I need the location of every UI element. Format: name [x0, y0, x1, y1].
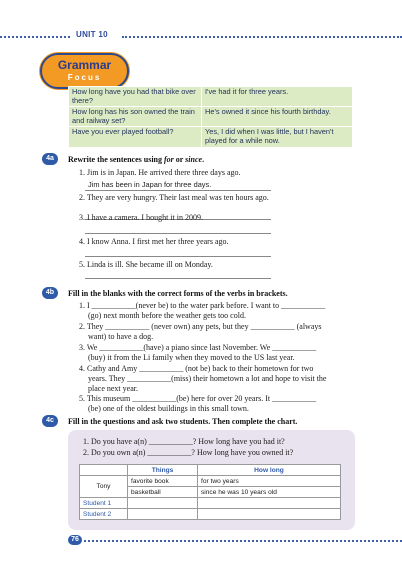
- section-4b-badge: 4b: [42, 287, 58, 299]
- row-label-tony: Tony: [80, 476, 128, 498]
- table-header-row: [80, 465, 341, 476]
- row-label-student-1: Student 1: [80, 498, 128, 509]
- table-row: [69, 107, 353, 127]
- table-cell: for two years: [198, 476, 341, 487]
- table-cell: Have you ever played football?: [69, 127, 202, 147]
- exercise-4b-line: 3. We ___________(have) a piano since last November. We ___________: [79, 343, 317, 352]
- survey-chart-table: [79, 464, 341, 520]
- table-row: [69, 127, 353, 147]
- table-cell: favorite book: [128, 476, 198, 487]
- table-cell: Yes, I did when I was little, but I haven't played for a while now.: [202, 127, 353, 147]
- table-corner-cell: [80, 465, 128, 476]
- exercise-4a-answer-1: Jim has been in Japan for three days.: [88, 180, 212, 189]
- unit-label: UNIT 10: [72, 30, 112, 39]
- exercise-4b-line: 1. I ___________(never be) to the water park before. I want to ___________: [79, 301, 326, 310]
- exercise-4b-line: 2. They ___________ (never own) any pets, but they ___________ (always: [79, 322, 322, 331]
- footer-dots: [84, 540, 402, 542]
- table-cell: basketball: [128, 487, 198, 498]
- survey-question-1: 1. Do you have a(n) ___________? How long have you had it?: [83, 437, 285, 446]
- table-cell: I've had it for three years.: [202, 87, 353, 107]
- answer-line[interactable]: [85, 233, 271, 234]
- table-cell: How long have you had that bike over there?: [69, 87, 202, 107]
- row-label-student-2: Student 2: [80, 509, 128, 520]
- page-number: 76: [68, 535, 82, 545]
- table-row: [80, 476, 341, 487]
- header-dots-right: [122, 36, 402, 38]
- exercise-4b-line: place next year.: [88, 384, 138, 393]
- column-header-things: Things: [128, 465, 198, 476]
- exercise-4a-item-3: 3. I have a camera. I bought it in 2009.: [79, 213, 203, 222]
- exercise-4b-line: 5. This museum ___________(be) here for over 20 years. It ___________: [79, 394, 317, 403]
- exercise-4b-line: want) to have a dog.: [88, 332, 154, 341]
- exercise-4a-item-1: 1. Jim is in Japan. He arrived there three days ago.: [79, 168, 241, 177]
- table-cell[interactable]: [128, 498, 198, 509]
- section-4a-title: Rewrite the sentences using for or since.: [68, 155, 205, 164]
- exercise-4b-line: (buy) it from the Li family when they moved to the US last year.: [88, 353, 295, 362]
- exercise-4a-item-5: 5. Linda is ill. She became ill on Monday.: [79, 260, 213, 269]
- table-cell: He's owned it since his fourth birthday.: [202, 107, 353, 127]
- badge-subtitle: Focus: [67, 73, 102, 82]
- table-cell[interactable]: [128, 509, 198, 520]
- answer-line[interactable]: [85, 278, 271, 279]
- section-4c-title: Fill in the questions and ask two students. Then complete the chart.: [68, 417, 298, 426]
- table-row: [69, 87, 353, 107]
- badge-title: Grammar: [57, 58, 112, 72]
- column-header-how-long: How long: [198, 465, 341, 476]
- answer-line[interactable]: [85, 190, 271, 191]
- grammar-focus-badge: [40, 53, 129, 89]
- table-cell[interactable]: [198, 498, 341, 509]
- survey-question-2: 2. Do you own a(n) ___________? How long have you owned it?: [83, 448, 294, 457]
- exercise-4b-line: (be) one of the oldest buildings in this small town.: [88, 404, 249, 413]
- exercise-4a-item-4: 4. I know Anna. I first met her three years ago.: [79, 237, 229, 246]
- table-cell[interactable]: [198, 509, 341, 520]
- table-row: [80, 498, 341, 509]
- grammar-focus-table: [68, 86, 353, 148]
- exercise-4b-line: years. They ___________(miss) their hometown a lot and hope to visit the: [88, 374, 327, 383]
- exercise-4b-line: (go) next month before the weather gets too cold.: [88, 311, 246, 320]
- table-row: [80, 509, 341, 520]
- answer-line[interactable]: [85, 256, 271, 257]
- section-4b-title: Fill in the blanks with the correct forms of the verbs in brackets.: [68, 289, 288, 298]
- header-dots-left: [0, 36, 70, 38]
- table-cell: since he was 10 years old: [198, 487, 341, 498]
- table-cell: How long has his son owned the train and railway set?: [69, 107, 202, 127]
- section-4a-badge: 4a: [42, 153, 58, 165]
- section-4c-badge: 4c: [42, 415, 58, 427]
- exercise-4a-item-2: 2. They are very hungry. Their last meal was ten hours ago.: [79, 193, 269, 202]
- exercise-4b-line: 4. Cathy and Amy ___________ (not be) back to their hometown for two: [79, 364, 314, 373]
